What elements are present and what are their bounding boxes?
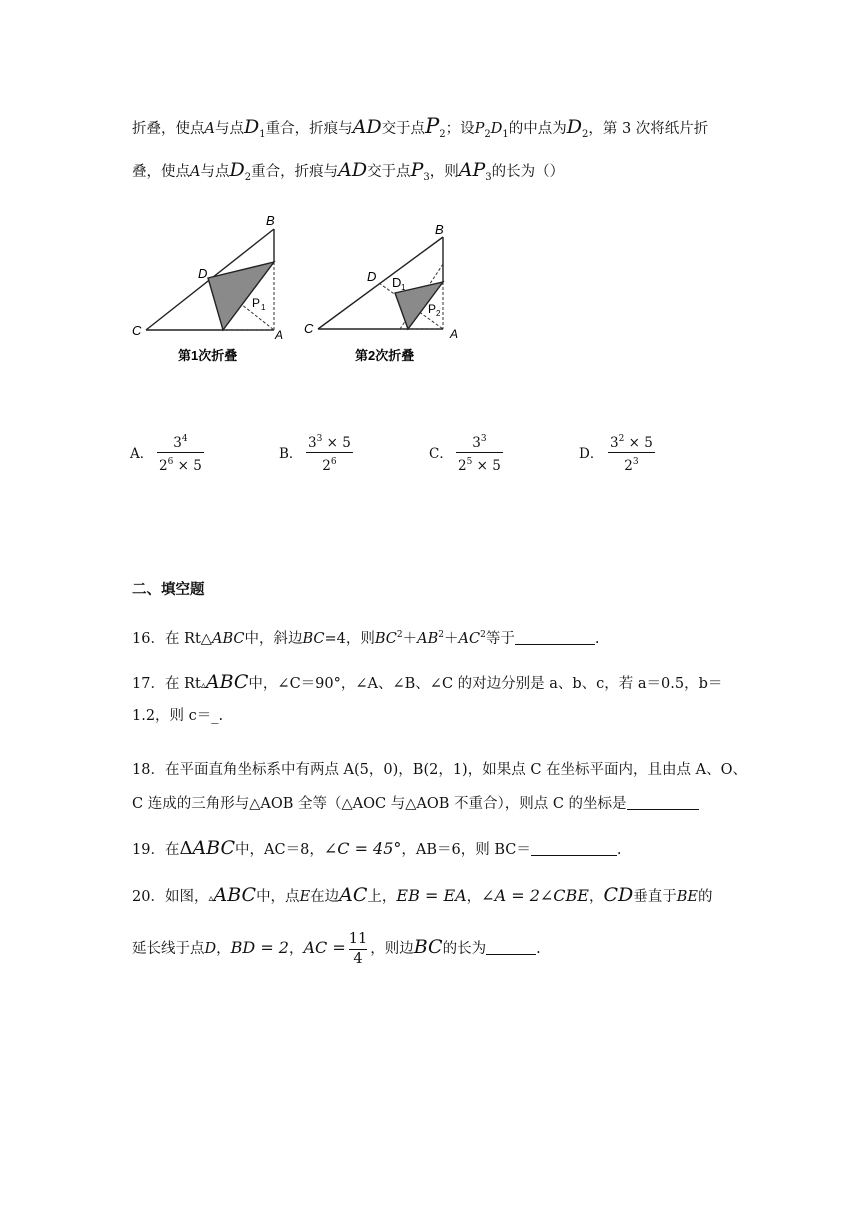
label-d: D bbox=[198, 266, 208, 281]
text: ， bbox=[216, 941, 231, 957]
text: ；设 bbox=[445, 121, 475, 137]
label-d: D bbox=[367, 269, 377, 284]
figure-fold-2 bbox=[300, 220, 470, 370]
var-ab: AB bbox=[417, 631, 439, 647]
text: 上， bbox=[367, 889, 397, 905]
numerator: $3^2 \times 5$ bbox=[610, 434, 653, 451]
intro-line-2 bbox=[132, 160, 564, 188]
superscript: 2 bbox=[438, 630, 445, 640]
text: 重合，折痕与 bbox=[265, 121, 353, 137]
subscript: 2 bbox=[581, 129, 589, 140]
text: 叠，使点 bbox=[132, 164, 190, 180]
var-bc: BC bbox=[302, 631, 325, 647]
label-d1-sub: 1 bbox=[401, 283, 406, 292]
text: 17．在 Rt bbox=[132, 676, 201, 692]
var-bc: BC bbox=[413, 936, 443, 958]
triangle-symbol: ▵ bbox=[208, 893, 214, 904]
question-18-line-1: 18．在平面直角坐标系中有两点 A(5，0)，B(2，1)，如果点 C 在坐标平面内，且由点 A、O、 bbox=[132, 762, 747, 778]
numerator: $3^3$ bbox=[472, 434, 487, 451]
answer-blank[interactable] bbox=[515, 630, 595, 645]
var-p: P bbox=[410, 159, 424, 181]
text: . bbox=[536, 941, 541, 957]
text: ，第 3 次将纸片折 bbox=[588, 121, 709, 137]
label-c: C bbox=[132, 323, 142, 338]
text: ，AB＝6，则 BC＝ bbox=[401, 842, 531, 858]
answer-blank[interactable] bbox=[486, 940, 536, 955]
text: ，则 bbox=[429, 164, 459, 180]
label-d1: D bbox=[392, 275, 402, 290]
text: 中，∠C＝90°，∠A、∠B、∠C 的对边分别是 a、b、c，若 a＝0.5，b＝ bbox=[248, 676, 723, 692]
text: 折叠，使点 bbox=[132, 121, 205, 137]
var-d: D bbox=[204, 941, 217, 957]
numerator: $3^4$ bbox=[173, 434, 188, 451]
denominator: 4 bbox=[353, 950, 363, 967]
text: ＋ bbox=[402, 631, 418, 647]
text: . bbox=[616, 842, 622, 858]
question-20-line-1 bbox=[132, 885, 713, 909]
subscript: 1 bbox=[259, 129, 266, 140]
denominator: $2^3$ bbox=[624, 457, 639, 474]
equation-bd: BD = 2 bbox=[230, 938, 289, 957]
choice-label: B． bbox=[279, 446, 303, 462]
subscript: 2 bbox=[484, 129, 491, 140]
label-p-sub: 2 bbox=[436, 309, 441, 318]
var-d: D bbox=[243, 116, 260, 138]
text: 交于点 bbox=[367, 164, 411, 180]
var-ad: AD bbox=[338, 159, 368, 181]
text: =4，则 bbox=[324, 631, 375, 647]
numerator: 11 bbox=[348, 930, 368, 947]
angle-expression: ∠C = 45° bbox=[323, 839, 402, 858]
text: ＋ bbox=[444, 631, 459, 647]
text: . bbox=[594, 631, 600, 647]
label-b: B bbox=[266, 213, 275, 228]
var-ac: AC bbox=[339, 884, 368, 906]
superscript: 2 bbox=[480, 630, 486, 640]
denominator: $2^5 \times 5$ bbox=[458, 457, 501, 474]
text: 重合，折痕与 bbox=[251, 164, 339, 180]
choice-fraction bbox=[456, 430, 503, 475]
text: 与点 bbox=[200, 164, 230, 180]
text: 20．如图， bbox=[132, 889, 209, 905]
var-be: BE bbox=[676, 889, 699, 905]
question-20-line-2 bbox=[132, 928, 541, 969]
subscript: 2 bbox=[439, 129, 446, 140]
var-ad: AD bbox=[352, 116, 382, 138]
subscript: 3 bbox=[423, 172, 430, 183]
label-p-sub: 1 bbox=[261, 303, 266, 312]
subscript: 2 bbox=[244, 172, 252, 183]
var-d: D bbox=[566, 116, 582, 138]
var-p: P bbox=[425, 114, 440, 138]
choice-fraction bbox=[306, 430, 353, 475]
text: 等于 bbox=[485, 631, 515, 647]
text: ， bbox=[588, 889, 604, 905]
text: 的长为 bbox=[442, 941, 487, 957]
choice-fraction bbox=[608, 430, 655, 475]
equation-ac: AC = bbox=[303, 938, 346, 957]
text: 交于点 bbox=[381, 121, 426, 137]
label-p: P bbox=[252, 296, 261, 310]
var-d: D bbox=[229, 159, 245, 181]
var-abc: ABC bbox=[205, 671, 249, 693]
var-p: P bbox=[474, 121, 485, 137]
fraction-11-4 bbox=[349, 930, 367, 969]
text: 中，AC＝8， bbox=[235, 842, 324, 858]
question-19 bbox=[132, 838, 622, 860]
text: 的长为（） bbox=[491, 164, 565, 180]
label-c: C bbox=[304, 321, 314, 336]
numerator: $3^3 \times 5$ bbox=[308, 434, 351, 451]
text: C 连成的三角形与△AOB 全等（△AOC 与△AOB 不重合），则点 C 的坐标是 bbox=[132, 796, 627, 812]
text: 的 bbox=[698, 889, 713, 905]
answer-blank[interactable] bbox=[627, 795, 699, 810]
question-18-line-2 bbox=[132, 794, 699, 814]
caption-fold-1: 第1次折叠 bbox=[178, 348, 238, 363]
text: ，则边 bbox=[370, 941, 414, 957]
question-17-line-2: 1.2，则 c＝_. bbox=[132, 708, 224, 724]
choice-label: A． bbox=[130, 446, 154, 462]
intro-line-1 bbox=[132, 116, 708, 145]
answer-blank[interactable] bbox=[531, 841, 617, 856]
var-d: D bbox=[490, 121, 503, 137]
choice-label: D． bbox=[579, 446, 604, 462]
var-cd: CD bbox=[603, 884, 634, 906]
var-ap: AP bbox=[458, 159, 486, 181]
var-abc: ABC bbox=[192, 837, 236, 859]
equation-eb-ea: EB = EA bbox=[396, 886, 467, 905]
superscript: 2 bbox=[396, 630, 403, 640]
shaded-fold-1 bbox=[208, 262, 274, 330]
text: 垂直于 bbox=[633, 889, 677, 905]
text: 19．在 bbox=[132, 842, 180, 858]
var-e: E bbox=[299, 889, 311, 905]
var-a: A bbox=[190, 164, 201, 180]
equation-angle: ∠A = 2∠CBE bbox=[481, 886, 589, 905]
label-b: B bbox=[435, 222, 444, 237]
text: 的中点为 bbox=[508, 121, 567, 137]
subscript: 1 bbox=[502, 129, 509, 140]
text: 16．在 Rt△ bbox=[132, 631, 212, 647]
denominator: $2^6$ bbox=[322, 457, 337, 474]
label-a: A bbox=[450, 327, 459, 341]
subscript: 3 bbox=[485, 172, 492, 183]
var-abc: ABC bbox=[213, 884, 257, 906]
question-17-line-1 bbox=[132, 672, 722, 696]
text: 中，斜边 bbox=[244, 631, 303, 647]
text: 延长线于点 bbox=[132, 941, 205, 957]
text: 与点 bbox=[214, 121, 244, 137]
text: ， bbox=[288, 941, 304, 957]
var-bc: BC bbox=[374, 631, 397, 647]
var-ac: AC bbox=[458, 631, 481, 647]
section-title: 二、填空题 bbox=[132, 581, 205, 598]
denominator: $2^6 \times 5$ bbox=[159, 457, 202, 474]
text: ， bbox=[466, 889, 482, 905]
var-abc: ABC bbox=[211, 631, 245, 647]
text: 中，点 bbox=[256, 889, 300, 905]
text: 在边 bbox=[310, 889, 340, 905]
figure-fold-1 bbox=[128, 210, 298, 370]
choice-label: C． bbox=[429, 446, 453, 462]
triangle-symbol: ▵ bbox=[200, 680, 206, 691]
choice-fraction bbox=[157, 430, 204, 475]
delta-symbol: Δ bbox=[179, 838, 193, 859]
caption-fold-2: 第2次折叠 bbox=[355, 348, 415, 363]
label-a: A bbox=[275, 328, 284, 342]
question-16 bbox=[132, 625, 599, 649]
var-a: A bbox=[204, 121, 215, 137]
label-p: P bbox=[428, 302, 437, 316]
